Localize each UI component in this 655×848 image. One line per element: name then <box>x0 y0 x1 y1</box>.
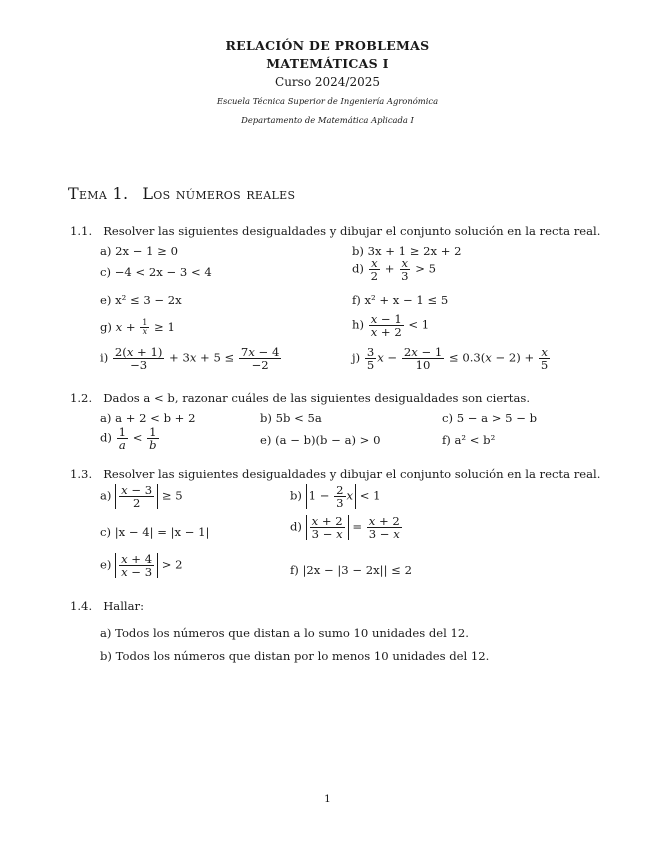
item-1-3-e: e) $\frac{x + 4}{x - 3}$ > 2 <box>100 552 183 580</box>
fraction: $\frac{2(x + 1)}{-3}$ <box>114 345 163 373</box>
item-1-1-a: a) 2x − 1 ≥ 0 <box>100 244 178 258</box>
item-1-1-f: f) x² + x − 1 ≤ 5 <box>352 293 449 307</box>
item-1-1-c: c) −4 < 2x − 3 < 4 <box>100 265 212 279</box>
item-label: a) <box>100 488 112 503</box>
item-label: e) <box>100 557 112 572</box>
item-1-1-d: d) $\frac{x}{2}$ + $\frac{x}{3}$ > 5 <box>352 256 436 284</box>
item-1-1-b: b) 3x + 1 ≥ 2x + 2 <box>352 244 462 258</box>
fraction: $\frac{2x - 1}{10}$ <box>403 345 443 373</box>
page-number: 1 <box>324 793 331 805</box>
fraction: $\frac{7x - 4}{-2}$ <box>240 345 280 373</box>
item-1-1-h: h) $\frac{x - 1}{x + 2}$ < 1 <box>352 312 430 340</box>
item-label: b) <box>290 488 302 503</box>
item-1-3-b: b) 1 − $\frac{2}{3}$ x < 1 <box>290 483 381 511</box>
item-1-3-a: a) $\frac{x - 3}{2}$ ≥ 5 <box>100 483 183 511</box>
fraction: $\frac{1}{a}$ <box>118 425 127 453</box>
item-label: d) <box>100 430 112 445</box>
item-label: j) <box>352 350 361 365</box>
item-1-2-c: c) 5 − a > 5 − b <box>442 411 538 425</box>
fraction: $\frac{x}{3}$ <box>401 256 409 284</box>
fraction: $\frac{x + 2}{3 - x}$ <box>368 514 400 542</box>
section-title: Los números reales <box>142 184 296 203</box>
item-label: d) <box>290 519 302 534</box>
item-1-1-g: g) x + $\frac{1}{x}$ ≥ 1 <box>100 318 175 337</box>
fraction: $\frac{x - 1}{x + 2}$ <box>370 312 402 340</box>
problem-number: 1.4. <box>70 599 93 613</box>
item-1-2-b: b) 5b < 5a <box>260 411 322 425</box>
problem-statement: Hallar: <box>103 599 144 613</box>
section-heading <box>68 184 295 203</box>
fraction: $\frac{1}{x}$ <box>142 318 148 337</box>
absolute-value: $\frac{x + 2}{3 - x}$ <box>306 515 349 540</box>
item-1-2-e: e) (a − b)(b − a) > 0 <box>260 433 381 447</box>
item-1-2-f: f) a² < b² <box>442 433 496 447</box>
problem-number: 1.2. <box>70 391 93 405</box>
section-number: Tema 1. <box>68 184 129 203</box>
doc-title-line2: MATEMÁTICAS I <box>266 56 389 71</box>
problem-1-2 <box>70 391 530 405</box>
absolute-value: $\frac{x - 3}{2}$ <box>115 484 158 509</box>
fraction: $\frac{x}{5}$ <box>540 345 549 373</box>
school-name: Escuela Técnica Superior de Ingeniería Agronómica <box>216 96 439 106</box>
problem-1-1 <box>70 224 600 238</box>
problem-statement: Resolver las siguientes desigualdades y dibujar el conjunto solución en la recta real. <box>103 224 601 238</box>
problem-statement: Resolver las siguientes desigualdades y dibujar el conjunto solución en la recta real. <box>103 467 601 481</box>
item-label: d) <box>352 261 364 276</box>
item-1-1-j: j) $\frac{3}{5}$ x − $\frac{2x - 1}{10}$ ≤ 0.3(x − 2) + $\frac{x}{5}$ <box>352 345 549 373</box>
absolute-value: 1 − $\frac{2}{3}$ x <box>306 484 356 509</box>
course-year: Curso 2024/2025 <box>275 75 380 89</box>
item-1-2-d: d) $\frac{1}{a}$ < $\frac{1}{b}$ <box>100 425 157 453</box>
department-name: Departamento de Matemática Aplicada I <box>241 115 414 125</box>
item-1-3-c: c) |x − 4| = |x − 1| <box>100 525 210 539</box>
problem-number: 1.1. <box>70 224 93 238</box>
item-1-3-d: d) $\frac{x + 2}{3 - x}$ = $\frac{x + 2}{3 - x}$ <box>290 514 400 542</box>
fraction: $\frac{3}{5}$ <box>366 345 375 373</box>
problem-1-4 <box>70 599 144 613</box>
item-1-4-a: a) Todos los números que distan a lo sumo 10 unidades del 12. <box>100 626 469 640</box>
item-label: i) <box>100 350 109 365</box>
fraction: $\frac{1}{b}$ <box>149 425 157 453</box>
item-1-4-b: b) Todos los números que distan por lo menos 10 unidades del 12. <box>100 649 490 663</box>
problem-statement: Dados a < b, razonar cuáles de las siguientes desigualdades son ciertas. <box>103 391 530 405</box>
item-1-1-i: i) $\frac{2(x + 1)}{-3}$ + 3x + 5 ≤ $\frac{7x - 4}{-2}$ <box>100 345 280 373</box>
doc-title-line1: RELACIÓN DE PROBLEMAS <box>225 38 430 53</box>
absolute-value: $\frac{x + 4}{x - 3}$ <box>115 553 158 578</box>
fraction: $\frac{x}{2}$ <box>370 256 379 284</box>
problem-1-3 <box>70 467 600 481</box>
item-label: g) <box>100 319 112 334</box>
item-1-3-f: f) |2x − |3 − 2x|| ≤ 2 <box>290 563 412 577</box>
item-1-1-e: e) x² ≤ 3 − 2x <box>100 293 182 307</box>
item-1-2-a: a) a + 2 < b + 2 <box>100 411 196 425</box>
problem-number: 1.3. <box>70 467 93 481</box>
item-label: h) <box>352 317 364 332</box>
